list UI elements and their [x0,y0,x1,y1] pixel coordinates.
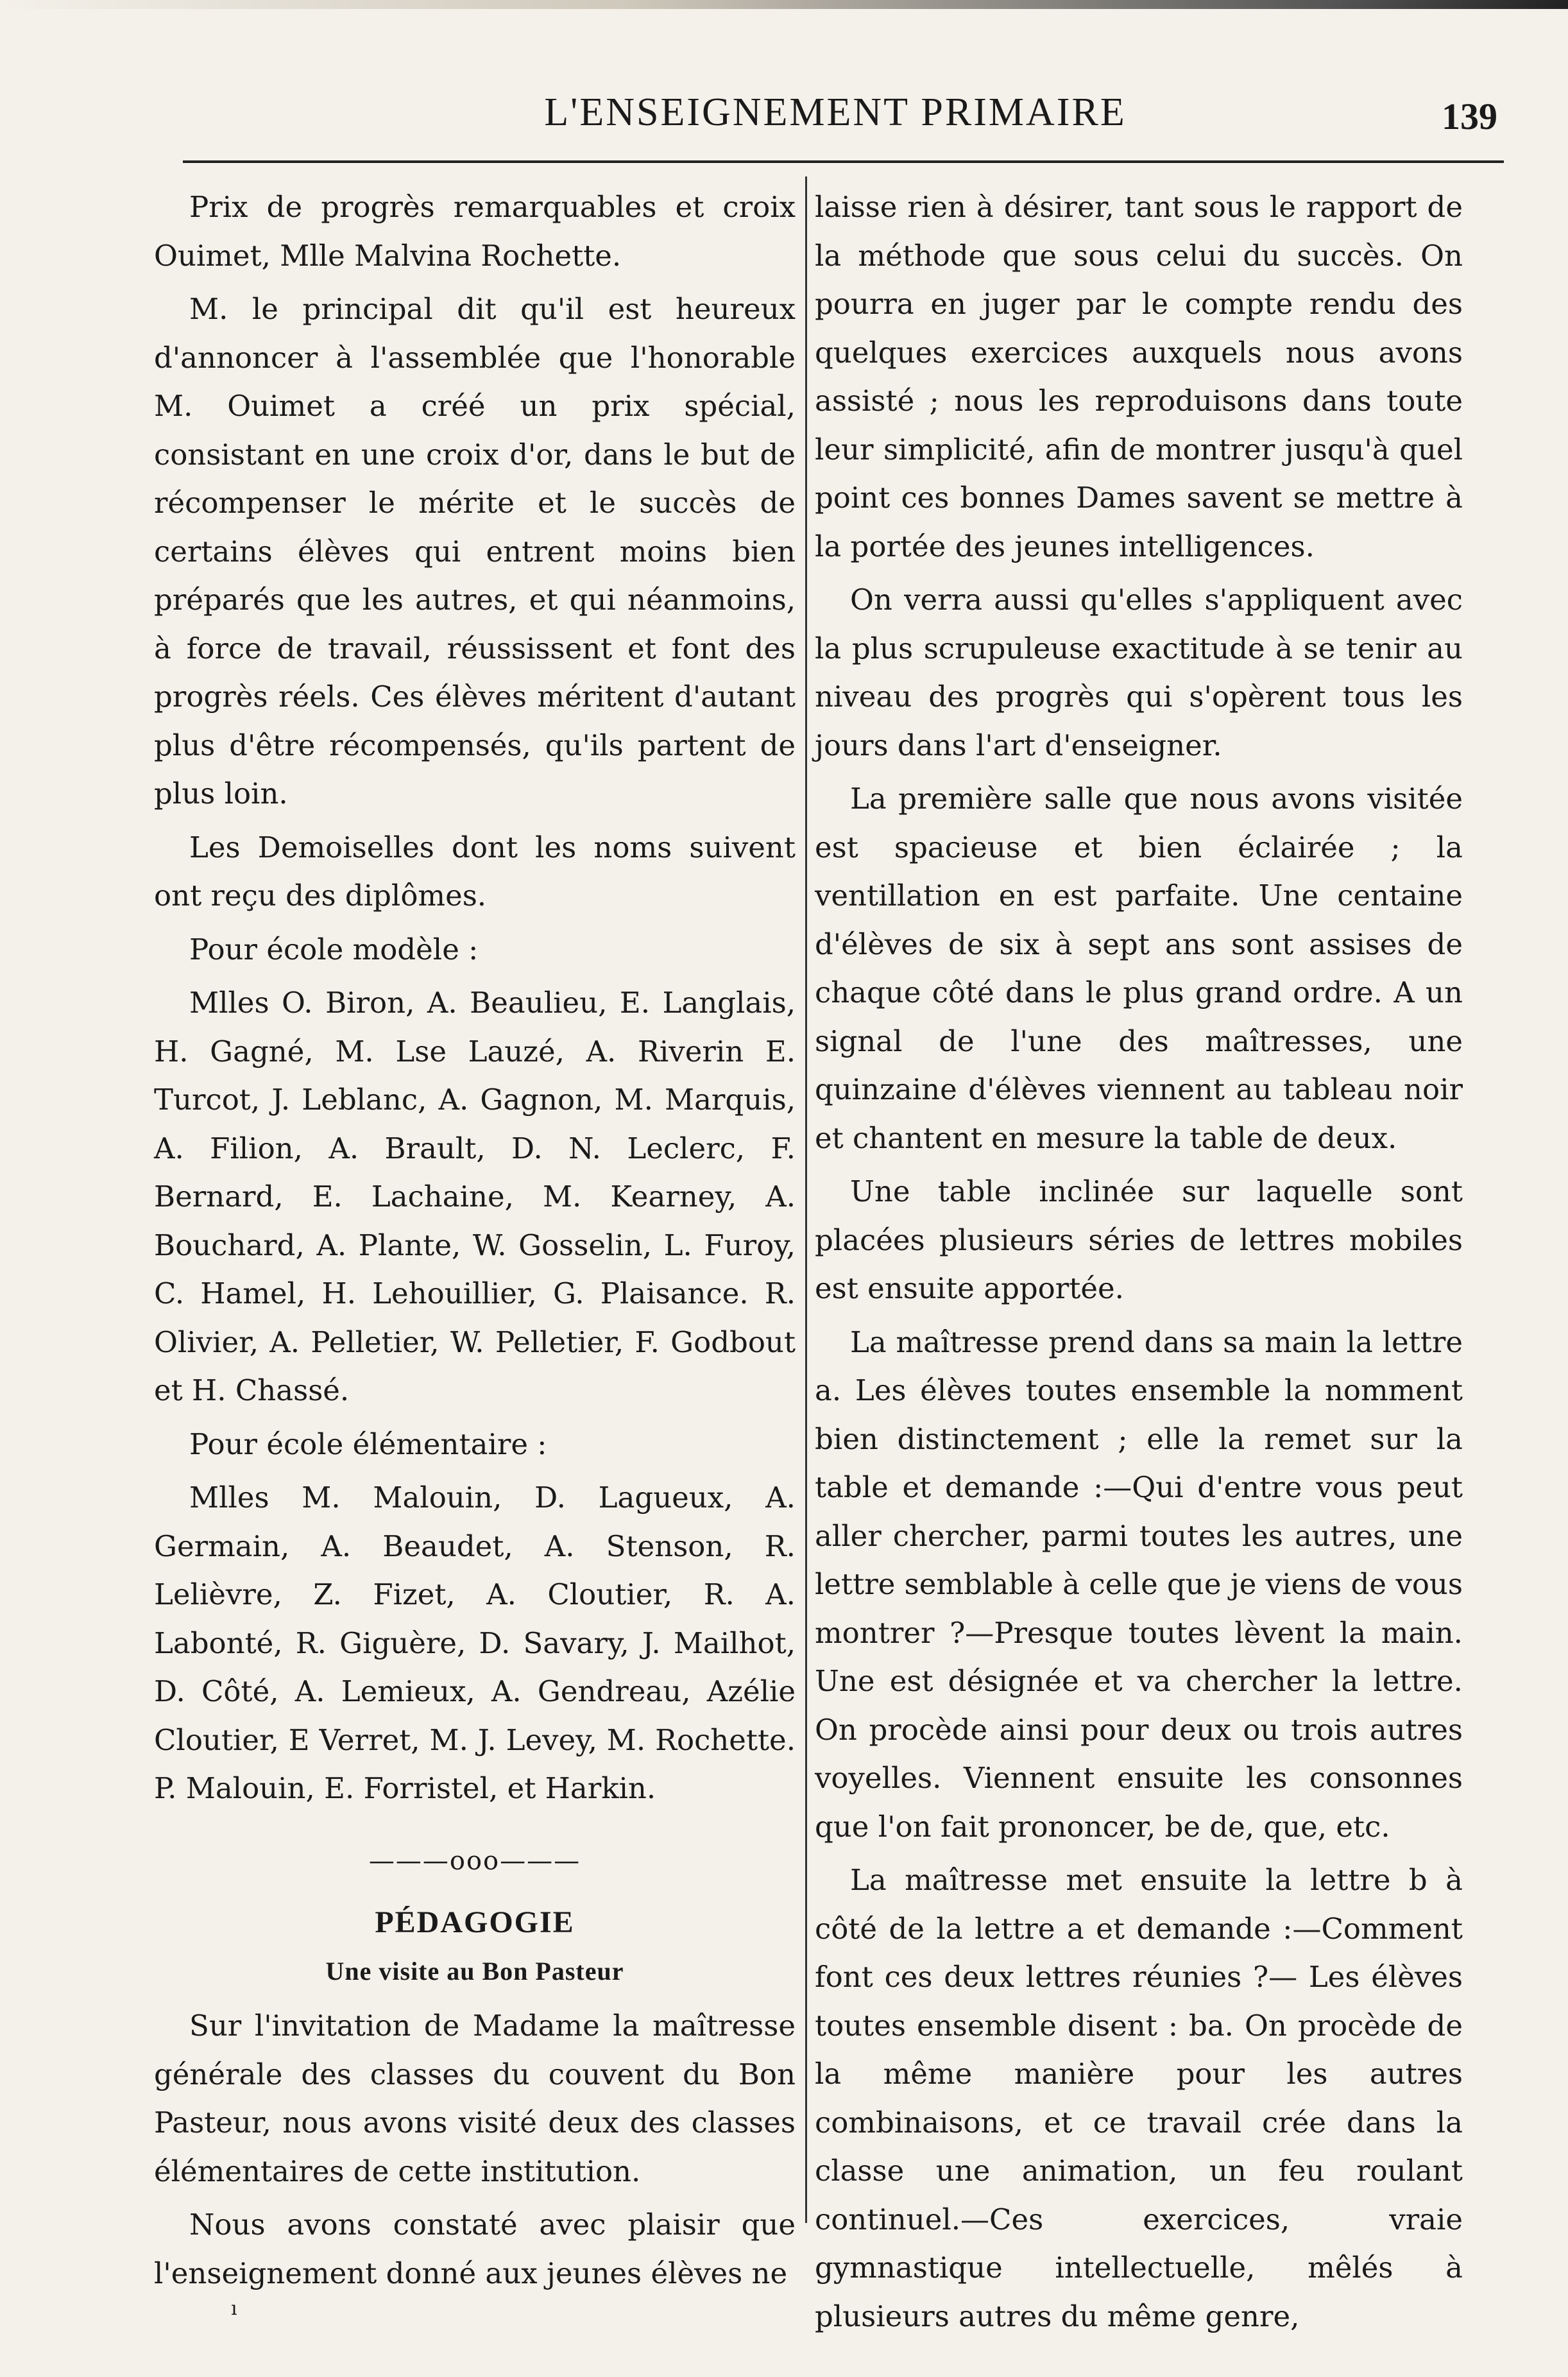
paragraph: M. le principal dit qu'il est heureux d'annoncer à l'assemblée que l'honorable M. Ouimet a créé un prix spécial, consistant en une croix d'or, dans le but de récompenser le mérite et le succès de certains élèves qui entrent moins bien préparés que les autres, et qui néanmoins, à force de travail, réussissent et font des progrès réels. Ces élèves méritent d'autant plus d'être récompensés, qu'ils partent de plus loin. [154,292,796,811]
column-divider [805,176,807,2223]
paragraph: Les Demoiselles dont les noms suivent ont reçu des diplômes. [154,830,796,913]
scan-top-edge [0,0,1568,9]
paragraph: Pour école modèle : [189,932,479,966]
paragraph: La maîtresse prend dans sa main la lettre a. Les élèves toutes ensemble la nomment bien distinctement ; elle la remet sur la table et demande :—Qui d'entre vous peut aller chercher, parmi toutes les autres, une lettre semblable à celle que je viens de vous montrer ?—Presque toutes lèvent la main. Une est désignée et va chercher la lettre. On procède ainsi pour deux ou trois autres voyelles. Viennent ensuite les consonnes que l'on fait prononcer, be de, que, etc. [815,1325,1463,1844]
page-header [173,83,1497,154]
running-title: L'ENSEIGNEMENT PRIMAIRE [544,90,1127,134]
section-title: PÉDAGOGIE [375,1905,575,1939]
section-subtitle: Une visite au Bon Pasteur [325,1956,624,1986]
paragraph: Mlles M. Malouin, D. Lagueux, A. Germain, A. Beaudet, A. Stenson, R. Lelièvre, Z. Fizet, A. Cloutier, R. A. Labonté, R. Giguère, D. Savary, J. Mailhot, D. Côté, A. Lemieux, A. Gendreau, Azélie Cloutier, E Verret, M. J. Levey, M. Rochette. P. Malouin, E. Forristel, et Harkin. [154,1480,796,1805]
page-number: 139 [1442,96,1497,137]
header-rule [183,160,1504,163]
paragraph: La première salle que nous avons visitée est spacieuse et bien éclairée ; la ventillation en est parfaite. Une centaine d'élèves de six à sept ans sont assises de chaque côté dans le plus grand ordre. A un signal de l'une des maîtresses, une quinzaine d'élèves viennent au tableau noir et chantent en mesure la table de deux. [815,782,1463,1155]
paragraph: Une table inclinée sur laquelle sont placées plusieurs séries de lettres mobiles est ensuite apportée. [815,1174,1463,1305]
paragraph: Pour école élémentaire : [189,1427,547,1461]
paragraph: Prix de progrès remarquables et croix Ouimet, Mlle Malvina Rochette. [154,190,796,273]
paragraph: On verra aussi qu'elles s'appliquent avec la plus scrupuleuse exactitude à se tenir au niveau des progrès qui s'opèrent tous les jours dans l'art d'enseigner. [815,583,1463,762]
right-column [815,183,1463,2333]
paragraph: Nous avons constaté avec plaisir que l'enseignement donné aux jeunes élèves ne [154,2208,796,2290]
paragraph: Mlles O. Biron, A. Beaulieu, E. Langlais, H. Gagné, M. Lse Lauzé, A. Riverin E. Turcot, J. Leblanc, A. Gagnon, M. Marquis, A. Filion, A. Brault, D. N. Leclerc, F. Bernard, E. Lachaine, M. Kearney, A. Bouchard, A. Plante, W. Gosselin, L. Furoy, C. Hamel, H. Lehouillier, G. Plaisance. R. Olivier, A. Pelletier, W. Pelletier, F. Godbout et H. Chassé. [154,986,796,1407]
section-separator: ———ooo——— [368,1846,581,1876]
paragraph: Sur l'invitation de Madame la maîtresse générale des classes du couvent du Bon Pasteur, nous avons visité deux des classes élémentaires de cette institution. [154,2009,796,2188]
footer-mark: ı [231,2297,237,2320]
paragraph: laisse rien à désirer, tant sous le rapport de la méthode que sous celui du succès. On pourra en juger par le compte rendu des quelques exercices auxquels nous avons assisté ; nous les reproduisons dans toute leur simplicité, afin de montrer jusqu'à quel point ces bonnes Dames savent se mettre à la portée des jeunes intelligences. [815,190,1463,563]
left-column [154,183,796,2290]
paragraph: La maîtresse met ensuite la lettre b à côté de la lettre a et demande :—Comment font ces deux lettres réunies ?— Les élèves toutes ensemble disent : ba. On procède de la même manière pour les autres combinaisons, et ce travail crée dans la classe une animation, un feu roulant continuel.—Ces exercices, vraie gymnastique intellectuelle, mêlés à plusieurs autres du même genre, [815,1863,1463,2333]
